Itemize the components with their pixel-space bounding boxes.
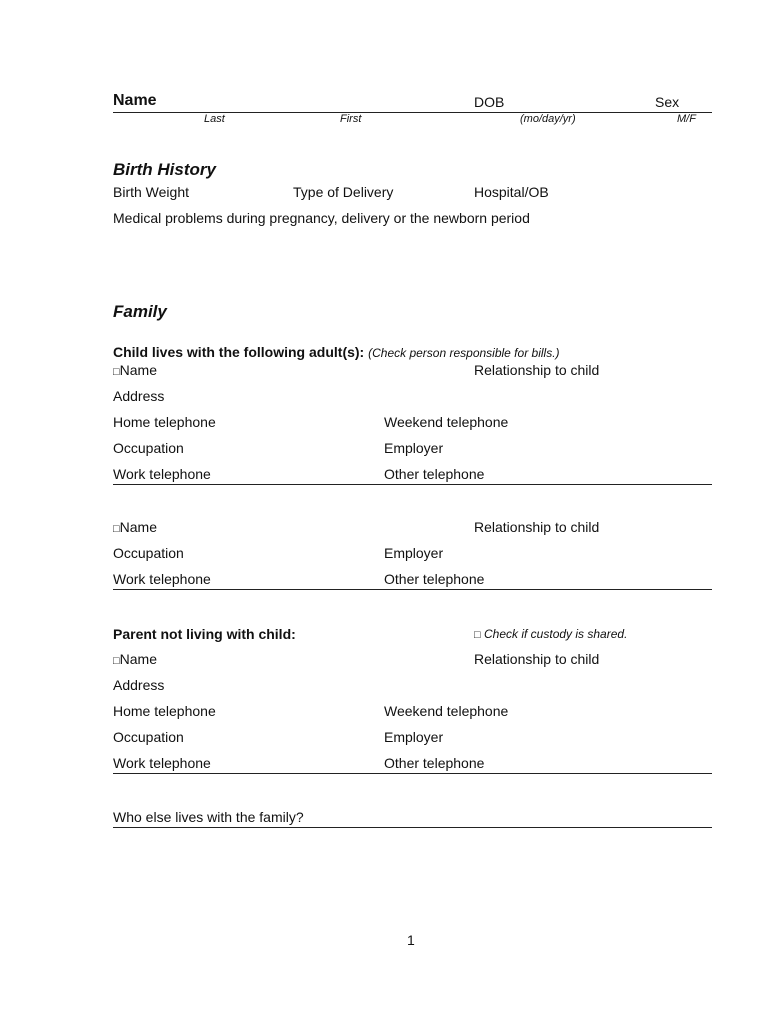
adult2-relationship-field: Relationship to child [474,519,600,535]
lives-with-heading [113,344,560,361]
parent-address-field: Address [113,677,165,693]
parent-divider [113,773,712,774]
lives-with-note: (Check person responsible for bills.) [368,346,560,360]
custody-shared-option [474,627,627,642]
adult2-name-field [113,519,157,537]
who-else-field: Who else lives with the family? [113,809,304,825]
adult1-weekend-phone-field: Weekend telephone [384,414,509,430]
custody-shared-checkbox[interactable]: □ [474,629,481,641]
first-name-hint: First [340,113,362,125]
adult2-occupation-field: Occupation [113,545,184,561]
adult1-employer-field: Employer [384,440,444,456]
custody-shared-label: Check if custody is shared. [484,627,628,641]
parent-name-field [113,651,157,669]
adult1-occupation-field: Occupation [113,440,184,456]
adult1-address-field: Address [113,388,165,404]
parent-relationship-field: Relationship to child [474,651,600,667]
adult1-divider [113,484,712,485]
delivery-type-field: Type of Delivery [293,184,394,200]
adult2-other-phone-field: Other telephone [384,571,485,587]
medical-problems-field: Medical problems during pregnancy, delivery or the newborn period [113,210,530,226]
parent-employer-field: Employer [384,729,444,745]
name-field-line[interactable] [113,112,712,113]
parent-name-label: Name [119,651,158,667]
who-else-line[interactable] [113,827,712,828]
adult2-employer-field: Employer [384,545,444,561]
hospital-ob-field: Hospital/OB [474,184,549,200]
adult1-name-field [113,362,157,380]
adult1-checkbox[interactable]: □ [113,366,120,378]
parent-weekend-phone-field: Weekend telephone [384,703,509,719]
birth-weight-field: Birth Weight [113,184,189,200]
adult1-work-phone-field: Work telephone [113,466,211,482]
parent-work-phone-field: Work telephone [113,755,211,771]
adult1-home-phone-field: Home telephone [113,414,216,430]
dob-label: DOB [474,94,505,110]
name-label: Name [113,92,157,109]
parent-other-phone-field: Other telephone [384,755,485,771]
adult2-divider [113,589,712,590]
parent-occupation-field: Occupation [113,729,184,745]
parent-home-phone-field: Home telephone [113,703,216,719]
adult1-relationship-field: Relationship to child [474,362,600,378]
parent-not-living-label: Parent not living with child: [113,626,296,642]
adult2-work-phone-field: Work telephone [113,571,211,587]
adult1-other-phone-field: Other telephone [384,466,485,482]
parent-checkbox[interactable]: □ [113,655,120,667]
birth-history-title: Birth History [113,160,216,179]
adult2-checkbox[interactable]: □ [113,523,120,535]
lives-with-label: Child lives with the following adult(s): [113,344,365,360]
sex-label: Sex [655,94,680,110]
family-title: Family [113,302,167,321]
adult2-name-label: Name [119,519,158,535]
page-number: 1 [407,932,415,948]
sex-format-hint: M/F [677,113,696,125]
adult1-name-label: Name [119,362,158,378]
dob-format-hint: (mo/day/yr) [520,113,576,125]
last-name-hint: Last [204,113,225,125]
